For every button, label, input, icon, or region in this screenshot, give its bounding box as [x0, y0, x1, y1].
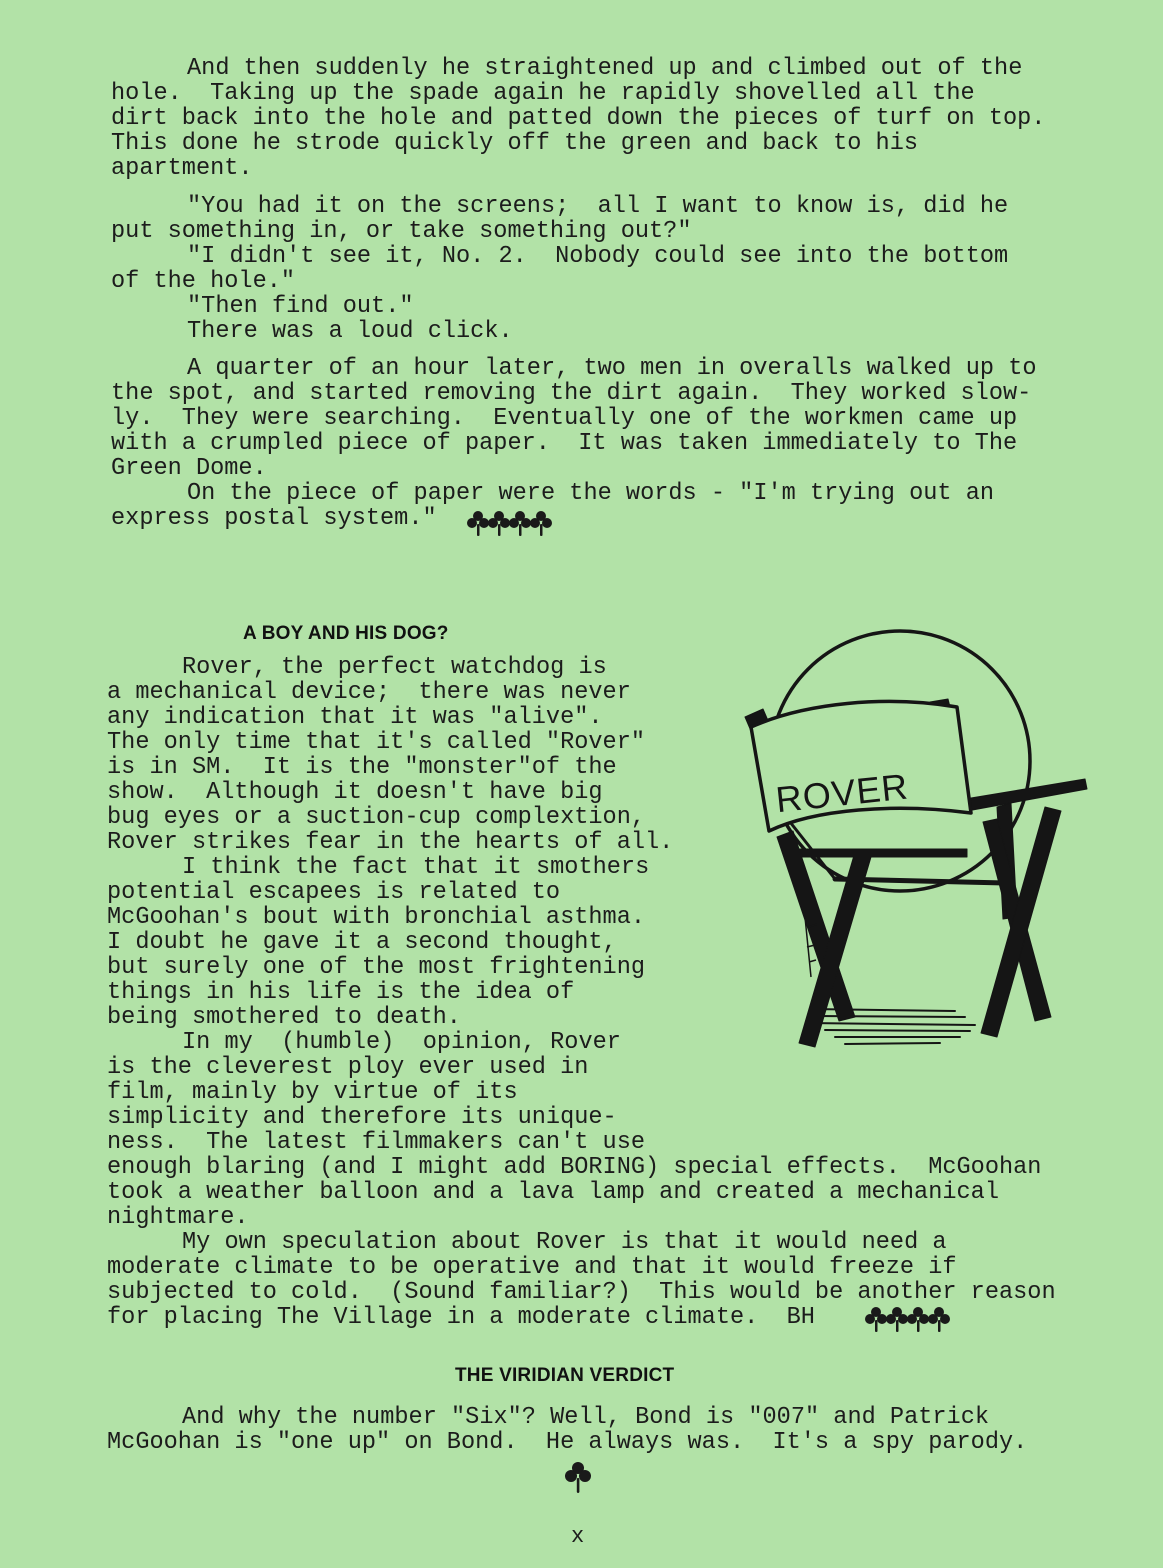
article-title: A BOY AND HIS DOG? — [243, 623, 449, 644]
rover-label: ROVER — [773, 765, 911, 821]
shamrock-icon — [562, 1460, 594, 1494]
text-line: film, mainly by virtue of its — [107, 1079, 518, 1106]
text-line: dirt back into the hole and patted down the pieces of turf on top. — [111, 105, 1046, 132]
page-number: x — [571, 1524, 585, 1549]
text-line: A quarter of an hour later, two men in overalls walked up to — [187, 355, 1037, 382]
text-line: My own speculation about Rover is that it would need a — [182, 1229, 947, 1256]
shamrock-row-icon — [864, 1304, 950, 1332]
text-line: things in his life is the idea of — [107, 979, 575, 1006]
text-line: but surely one of the most frightening — [107, 954, 646, 981]
text-line: ly. They were searching. Eventually one of the workmen came up — [111, 405, 1018, 432]
text-line: took a weather balloon and a lava lamp and created a mechanical — [107, 1179, 999, 1206]
text-line: moderate climate to be operative and that it would freeze if — [107, 1254, 957, 1281]
text-line: the spot, and started removing the dirt again. They worked slow- — [111, 380, 1032, 407]
text-line: put something in, or take something out?" — [111, 218, 692, 245]
text-line: ness. The latest filmmakers can't use — [107, 1129, 646, 1156]
text-line: In my (humble) opinion, Rover — [182, 1029, 621, 1056]
text-line: potential escapees is related to — [107, 879, 561, 906]
text-line: This done he strode quickly off the green and back to his — [111, 130, 919, 157]
text-line: for placing The Village in a moderate climate. BH — [107, 1304, 815, 1331]
article-title: THE VIRIDIAN VERDICT — [455, 1365, 675, 1386]
text-line: is the cleverest ploy ever used in — [107, 1054, 589, 1081]
text-line: being smothered to death. — [107, 1004, 461, 1031]
text-line: express postal system." — [111, 505, 437, 532]
text-line: hole. Taking up the spade again he rapidly shovelled all the — [111, 80, 975, 107]
text-line: bug eyes or a suction-cup complextion, — [107, 804, 646, 831]
text-line: Green Dome. — [111, 455, 267, 482]
text-line: subjected to cold. (Sound familiar?) This would be another reason — [107, 1279, 1056, 1306]
text-line: The only time that it's called "Rover" — [107, 729, 646, 756]
text-line: simplicity and therefore its unique- — [107, 1104, 617, 1131]
text-line: Rover strikes fear in the hearts of all. — [107, 829, 674, 856]
text-line: I think the fact that it smothers — [182, 854, 650, 881]
text-line: "You had it on the screens; all I want to know is, did he — [187, 193, 1009, 220]
text-line: McGoohan's bout with bronchial asthma. — [107, 904, 646, 931]
text-line: is in SM. It is the "monster"of the — [107, 754, 617, 781]
text-line: any indication that it was "alive". — [107, 704, 603, 731]
text-line: a mechanical device; there was never — [107, 679, 631, 706]
text-line: of the hole." — [111, 268, 296, 295]
text-line: McGoohan is "one up" on Bond. He always was. It's a spy parody. — [107, 1429, 1028, 1456]
shamrock-row-icon — [466, 508, 552, 536]
text-line: I doubt he gave it a second thought, — [107, 929, 617, 956]
text-line: Rover, the perfect watchdog is — [182, 654, 607, 681]
rover-chair-illustration — [735, 617, 1095, 1077]
text-line: with a crumpled piece of paper. It was taken immediately to The — [111, 430, 1018, 457]
text-line: "Then find out." — [187, 293, 414, 320]
text-line: And then suddenly he straightened up and climbed out of the — [187, 55, 1023, 82]
text-line: apartment. — [111, 155, 253, 182]
text-line: On the piece of paper were the words - "I'm trying out an — [187, 480, 995, 507]
text-line: And why the number "Six"? Well, Bond is "007" and Patrick — [182, 1404, 990, 1431]
text-line: show. Although it doesn't have big — [107, 779, 603, 806]
text-line: "I didn't see it, No. 2. Nobody could see into the bottom — [187, 243, 1009, 270]
text-line: enough blaring (and I might add BORING) special effects. McGoohan — [107, 1154, 1042, 1181]
text-line: nightmare. — [107, 1204, 249, 1231]
text-line: There was a loud click. — [187, 318, 513, 345]
